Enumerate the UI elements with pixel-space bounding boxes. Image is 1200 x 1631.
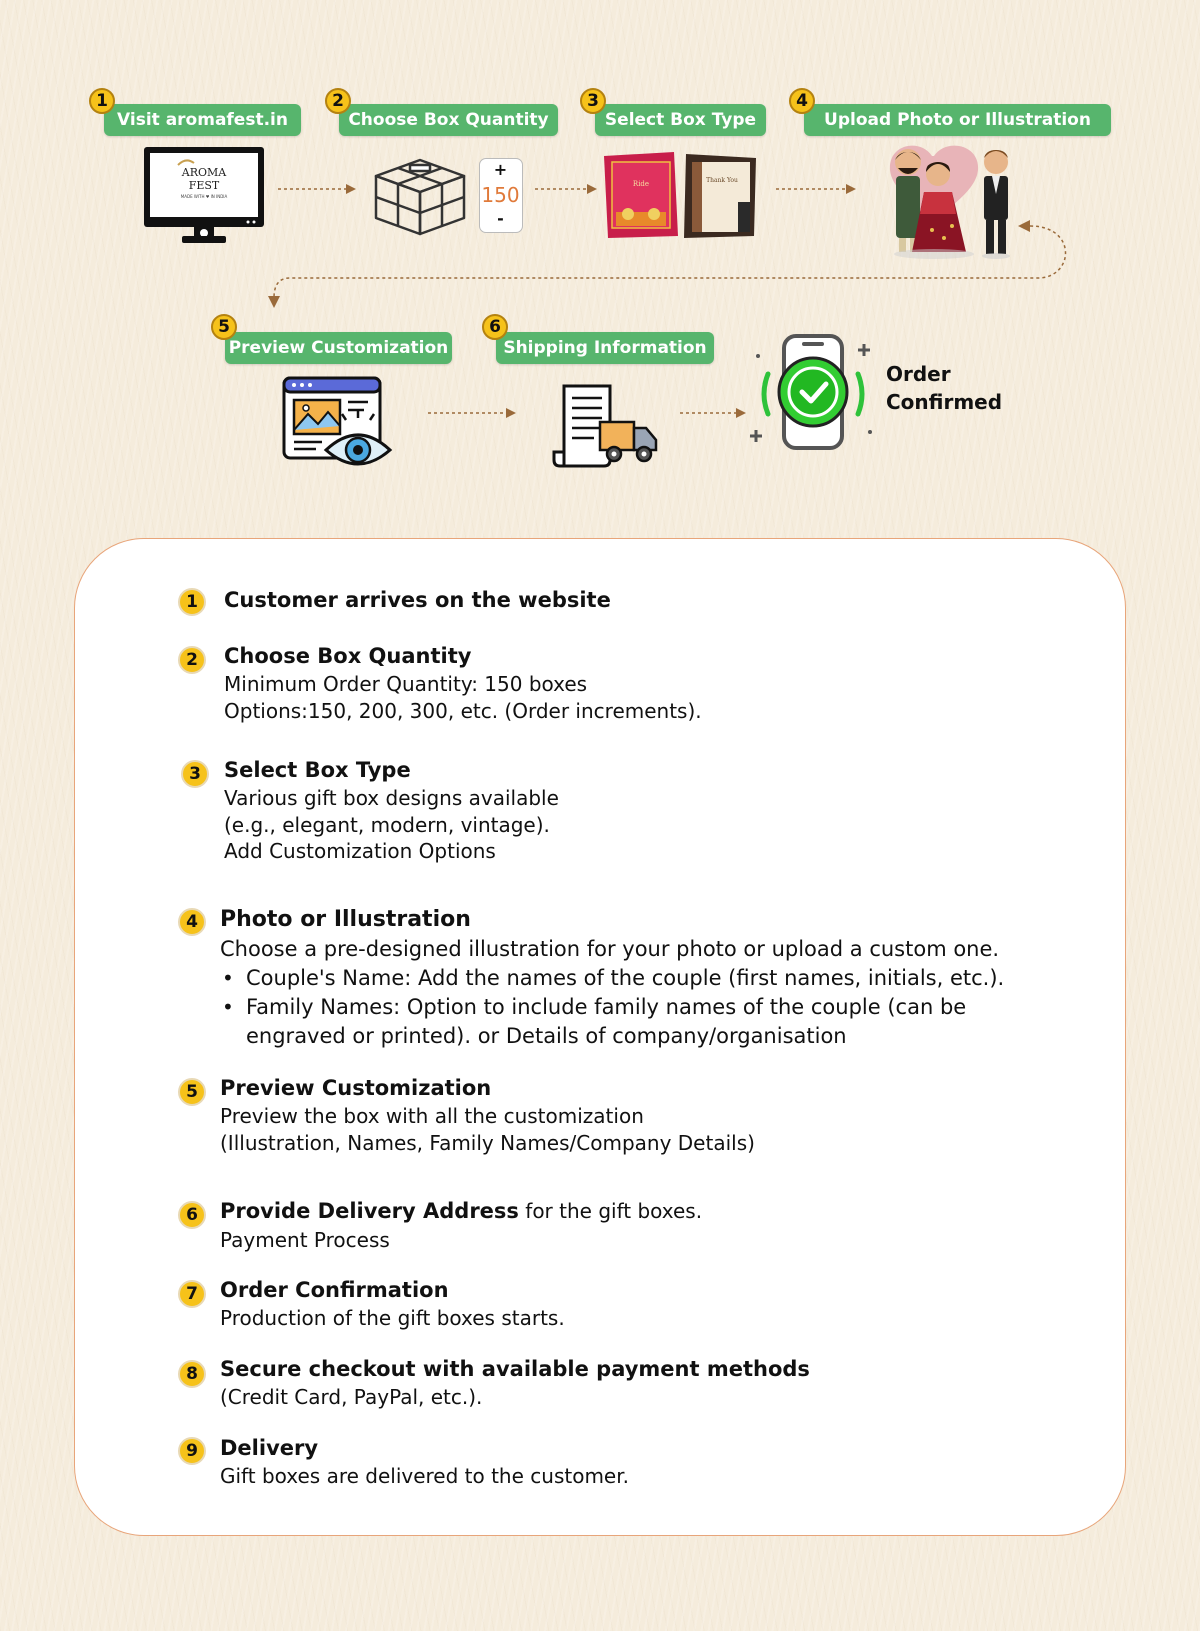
step-4-label: Upload Photo or Illustration: [804, 104, 1111, 136]
monitor-logo-line2: FEST: [188, 179, 220, 192]
step-6-badge: 6: [482, 314, 508, 340]
detail-6-badge: 6: [178, 1201, 206, 1229]
flow-connector-4-to-5: [268, 218, 1094, 318]
step-5-label: Preview Customization: [225, 332, 452, 364]
flow-arrow-5: [428, 406, 516, 420]
detail-4-bullet-2: Family Names: Option to include family names of the couple (can be: [246, 995, 967, 1019]
detail-3-title: Select Box Type: [224, 758, 411, 782]
order-confirmed-phone-check-icon: [748, 334, 878, 452]
detail-7-badge: 7: [178, 1280, 206, 1308]
step-6-label: Shipping Information: [496, 332, 714, 364]
detail-6-line-1: Payment Process: [220, 1228, 390, 1252]
flow-arrow-6: [680, 406, 746, 420]
detail-5-title: Preview Customization: [220, 1076, 492, 1100]
detail-5-line-2: (Illustration, Names, Family Names/Company Details): [220, 1131, 755, 1155]
detail-4-bullet-1: Couple's Name: Add the names of the couple (first names, initials, etc.).: [246, 966, 1005, 990]
detail-9-badge: 9: [178, 1437, 206, 1465]
detail-5-line-1: Preview the box with all the customization: [220, 1104, 644, 1128]
detail-3-line-2: (e.g., elegant, modern, vintage).: [224, 813, 550, 837]
detail-1-badge: 1: [178, 588, 206, 616]
detail-9-title: Delivery: [220, 1436, 319, 1460]
detail-3-line-3: Add Customization Options: [224, 839, 496, 863]
detail-8-line-1: (Credit Card, PayPal, etc.).: [220, 1385, 483, 1409]
detail-8-badge: 8: [178, 1360, 206, 1388]
detail-3-badge: 3: [181, 760, 209, 788]
detail-1-title: Customer arrives on the website: [224, 588, 611, 612]
detail-3-line-1: Various gift box designs available: [224, 786, 559, 810]
step-1-badge: 1: [89, 88, 115, 114]
quantity-value: 150: [481, 183, 520, 207]
detail-2-line-1: Minimum Order Quantity: 150 boxes: [224, 672, 588, 696]
detail-2-title: Choose Box Quantity: [224, 644, 472, 668]
detail-7-title: Order Confirmation: [220, 1278, 449, 1302]
quantity-plus-button[interactable]: +: [493, 160, 508, 179]
step-3-label: Select Box Type: [595, 104, 766, 136]
detail-4-line-1: Choose a pre-designed illustration for your photo or upload a custom one.: [220, 937, 1000, 961]
order-confirmed-label-line1: Order: [886, 362, 951, 386]
preview-window-eye-icon: [282, 376, 394, 474]
detail-8-title: Secure checkout with available payment methods: [220, 1357, 810, 1381]
detail-6-title-suffix: for the gift boxes.: [518, 1199, 703, 1223]
detail-4-bullet-2-cont: engraved or printed). or Details of company/organisation: [246, 1024, 847, 1048]
flow-arrow-2: [535, 182, 597, 196]
detail-2-line-2: Options:150, 200, 300, etc. (Order increments).: [224, 699, 702, 723]
detail-4-badge: 4: [178, 908, 206, 936]
monitor-logo-line1: AROMA: [181, 166, 227, 179]
order-confirmed-label-line2: Confirmed: [886, 390, 1003, 414]
shipping-truck-document-icon: [552, 382, 658, 468]
monitor-logo-tagline: MADE WITH ♥ IN INDIA: [180, 194, 228, 199]
detail-9-line-1: Gift boxes are delivered to the customer.: [220, 1464, 629, 1488]
step-1-label: Visit aromafest.in: [104, 104, 301, 136]
detail-6-title-bold: Provide Delivery Address: [220, 1199, 519, 1223]
detail-4-title: Photo or Illustration: [220, 907, 471, 932]
detail-4-bullet-dot-1: •: [222, 966, 234, 990]
flow-arrow-1: [278, 182, 356, 196]
step-4-badge: 4: [789, 88, 815, 114]
step-3-badge: 3: [580, 88, 606, 114]
svg-text:Ride: Ride: [632, 180, 650, 188]
quantity-minus-button[interactable]: -: [497, 209, 504, 228]
svg-text:Thank You: Thank You: [706, 177, 738, 184]
detail-2-badge: 2: [178, 646, 206, 674]
detail-5-badge: 5: [178, 1078, 206, 1106]
step-2-label: Choose Box Quantity: [339, 104, 558, 136]
step-5-badge: 5: [211, 314, 237, 340]
detail-6-title: [220, 1199, 702, 1223]
detail-4-bullet-dot-2: •: [222, 995, 234, 1019]
detail-7-line-1: Production of the gift boxes starts.: [220, 1306, 565, 1330]
flow-arrow-3: [776, 182, 856, 196]
step-2-badge: 2: [325, 88, 351, 114]
